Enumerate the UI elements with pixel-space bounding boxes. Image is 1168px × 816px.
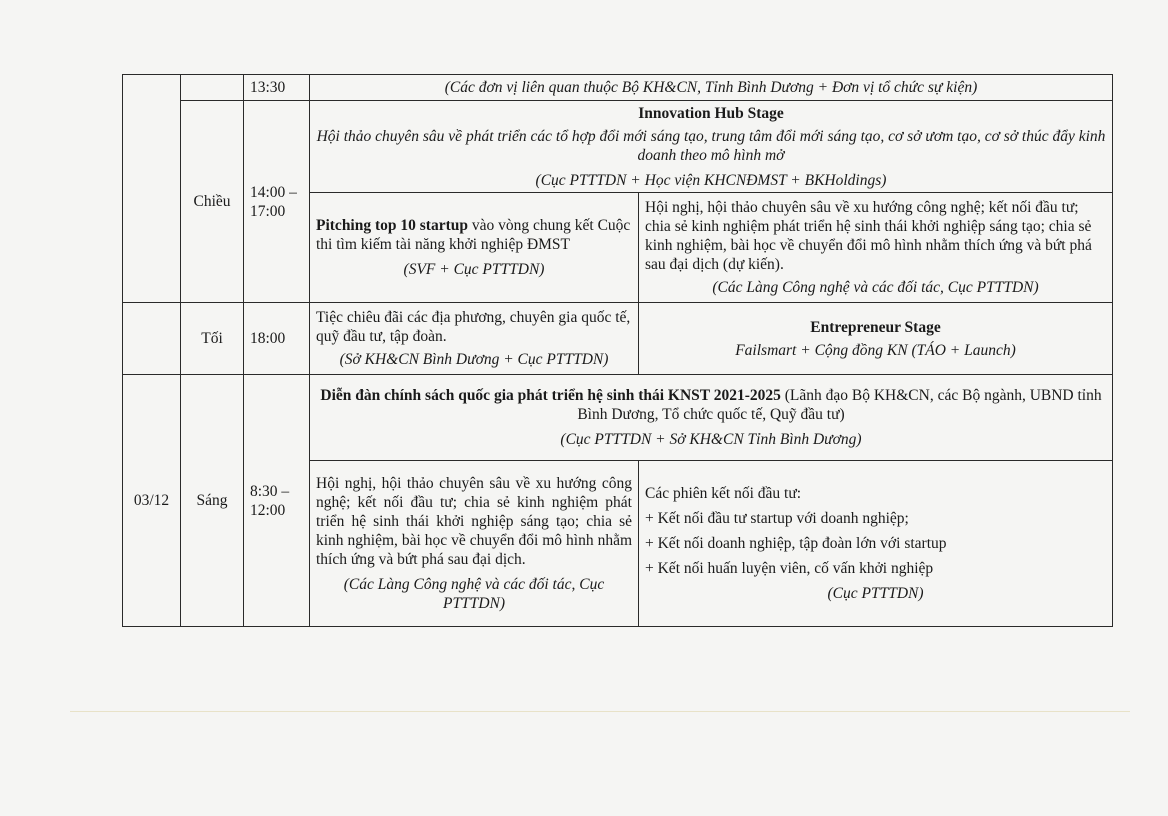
innovation-hub-organizer: (Cục PTTTDN + Học viện KHCNĐMST + BKHoldings) (535, 171, 887, 189)
list-item: + Kết nối doanh nghiệp, tập đoàn lớn với startup (645, 535, 947, 552)
time-cell-1330 (244, 75, 310, 101)
table-row-1330 (123, 75, 1113, 101)
time-start-chieu: 14:00 – (250, 183, 297, 201)
gala-desc: Tiệc chiêu đãi các địa phương, chuyên gia quốc tế, quỹ đầu tư, tập đoàn. (316, 309, 631, 345)
innovation-hub-desc: Hội thảo chuyên sâu về phát triển các tổ hợp đổi mới sáng tạo, trung tâm đổi mới sáng tạo, cơ sở ươm tạo, cơ sở thúc đẩy kinh doanh theo mô hình mở (316, 127, 1106, 164)
organizer-1330: (Các đơn vị liên quan thuộc Bộ KH&CN, Tỉnh Bình Dương + Đơn vị tổ chức sự kiện) (310, 75, 1113, 101)
conference-sang-desc: Hội nghị, hội thảo chuyên sâu về xu hướng công nghệ; kết nối đầu tư; chia sẻ kinh nghiệm phát triển hệ sinh thái khởi nghiệp sáng tạo; chia sẻ kinh nghiệm, bài học về chuyển đổi mô hình nhằm thích ứng và bứt phá sau đại dịch. (316, 475, 632, 568)
forum-title: Diễn đàn chính sách quốc gia phát triển hệ sinh thái KNST 2021-2025 (320, 387, 781, 404)
session-cell-toi (181, 303, 244, 375)
date-0312: 03/12 (133, 492, 170, 509)
forum-cell (310, 375, 1113, 461)
conference-chieu-desc: Hội nghị, hội thảo chuyên sâu về xu hướng công nghệ; kết nối đầu tư; chia sẻ kinh nghiệm phát triển hệ sinh thái khởi nghiệp sáng tạo; chia sẻ kinh nghiệm, bài học về chuyển đổi mô hình nhằm thích ứng và bứt phá sau đại dịch (dự kiến). (645, 199, 1092, 273)
session-cell-sang (181, 375, 244, 627)
time-toi: 18:00 (250, 330, 286, 347)
gala-cell (310, 303, 639, 375)
pitching-cell (310, 193, 639, 303)
entrepreneur-stage-title: Entrepreneur Stage (810, 318, 941, 336)
entrepreneur-stage-cell (639, 303, 1113, 375)
list-item: + Kết nối đầu tư startup với doanh nghiệp; (645, 510, 909, 527)
event-schedule-table (122, 74, 1113, 627)
pitching-desc: vào vòng chung kết Cuộc thi tìm kiếm tài năng khởi nghiệp ĐMST (316, 217, 631, 253)
entrepreneur-stage-desc: Failsmart + Cộng đồng KN (TÁO + Launch) (735, 341, 1016, 359)
innovation-hub-title: Innovation Hub Stage (638, 104, 784, 122)
date-cell-empty (123, 75, 181, 303)
date-cell-empty-toi (123, 303, 181, 375)
investment-organizer: (Cục PTTTDN) (827, 585, 924, 602)
session-cell-chieu (181, 101, 244, 303)
date-cell-0312 (123, 375, 181, 627)
time-1330: 13:30 (250, 79, 286, 96)
conference-sang-cell (310, 461, 639, 627)
conference-chieu-cell (639, 193, 1113, 303)
time-cell-sang (244, 375, 310, 627)
scan-artifact-line (70, 711, 1130, 712)
conference-chieu-organizer: (Các Làng Công nghệ và các đối tác, Cục PTTTDN) (712, 279, 1039, 296)
pitching-title: Pitching top 10 startup (316, 217, 468, 234)
investment-intro: Các phiên kết nối đầu tư: (645, 485, 802, 502)
pitching-organizer: (SVF + Cục PTTTDN) (403, 261, 545, 278)
session-cell-empty (181, 75, 244, 101)
time-start-sang: 8:30 – (250, 482, 290, 500)
session-toi: Tối (201, 330, 223, 347)
session-sang: Sáng (196, 492, 228, 509)
time-end-chieu: 17:00 (250, 202, 286, 220)
forum-desc: (Lãnh đạo Bộ KH&CN, các Bộ ngành, UBND tỉnh Bình Dương, Tổ chức quốc tế, Quỹ đầu tư) (577, 387, 1102, 423)
gala-organizer: (Sở KH&CN Bình Dương + Cục PTTTDN) (339, 351, 609, 368)
innovation-hub-cell (310, 101, 1113, 193)
session-chieu: Chiều (193, 193, 231, 210)
table-row-innovation-hub (123, 101, 1113, 193)
table-row-toi (123, 303, 1113, 375)
table-row-forum (123, 375, 1113, 461)
list-item: + Kết nối huấn luyện viên, cố vấn khởi nghiệp (645, 560, 934, 577)
investment-cell (639, 461, 1113, 627)
time-cell-toi (244, 303, 310, 375)
conference-sang-organizer: (Các Làng Công nghệ và các đối tác, Cục PTTTDN) (343, 576, 605, 612)
time-end-sang: 12:00 (250, 501, 286, 519)
time-cell-chieu (244, 101, 310, 303)
forum-organizer: (Cục PTTTDN + Sở KH&CN Tỉnh Bình Dương) (560, 431, 862, 448)
